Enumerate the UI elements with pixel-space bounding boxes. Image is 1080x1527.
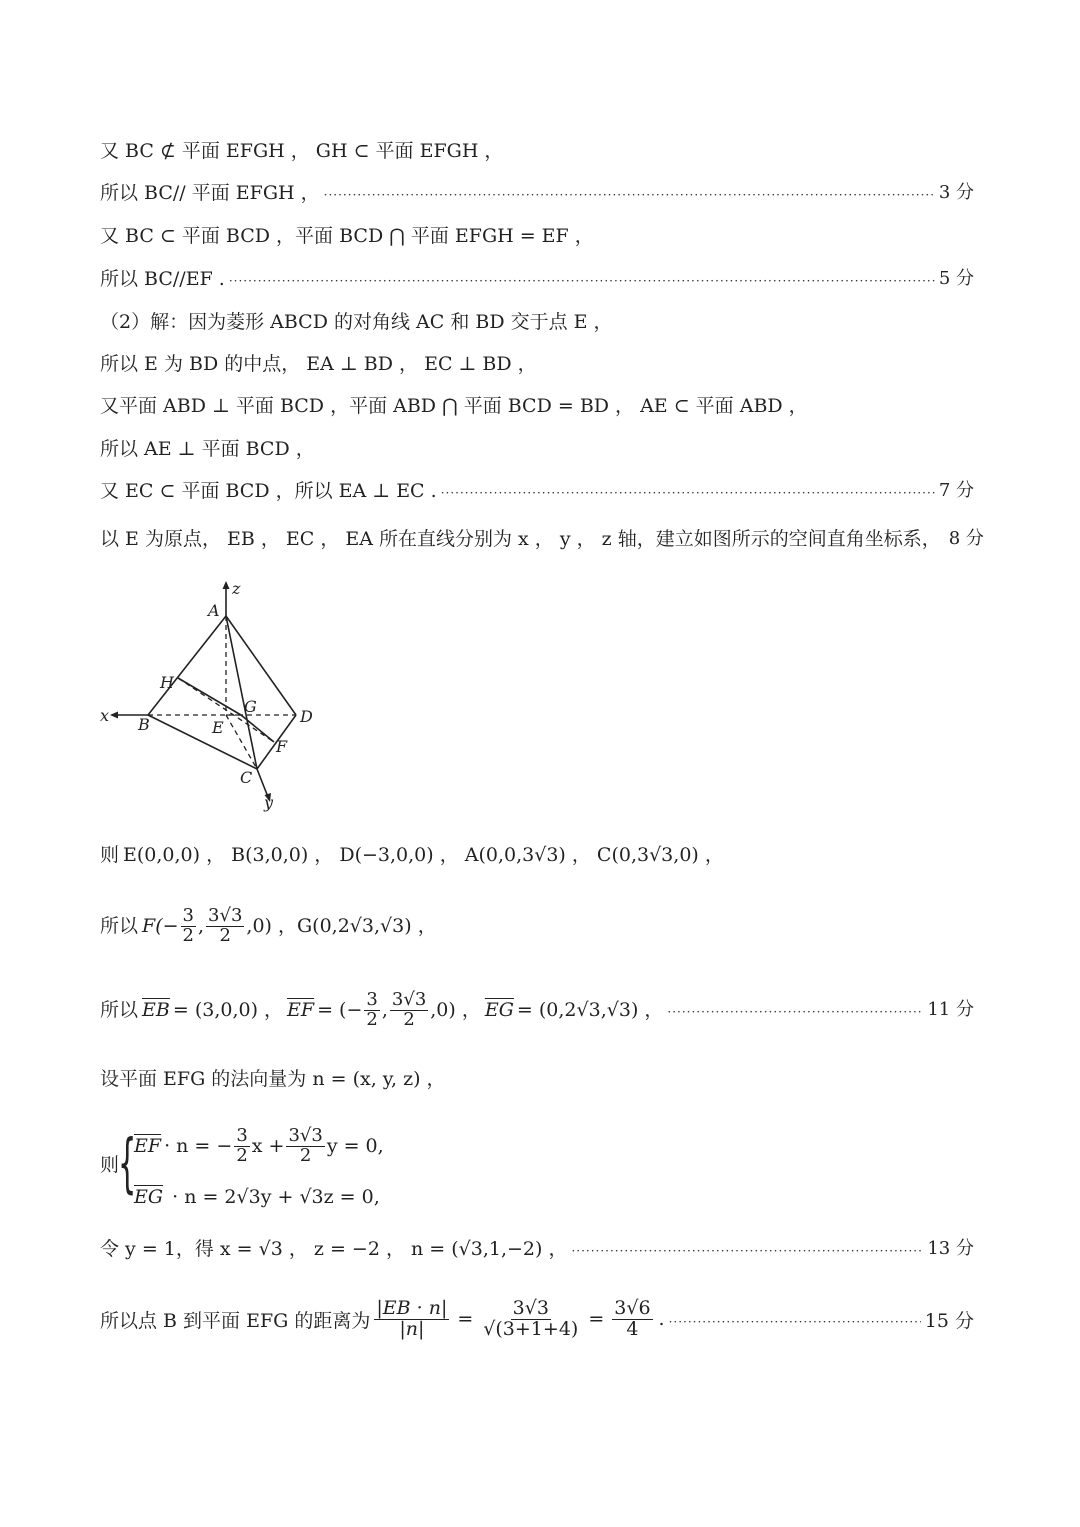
denominator: √(3+1+4) [483, 1317, 579, 1340]
line-text: 所以 BC// 平面 EFGH ， [100, 182, 320, 204]
line-text: 所以 BC//EF . [100, 268, 225, 290]
x-axis-arrow [110, 712, 118, 719]
label-h: H [160, 673, 174, 692]
vector-eg: $\overline{EG}$ [484, 999, 514, 1021]
text-line-5 [100, 305, 974, 339]
f-tail: ,0) ， [246, 915, 297, 937]
f-head: F(− [142, 915, 179, 937]
score-mark: 11 分 [927, 999, 974, 1020]
period: . [658, 1308, 665, 1330]
numerator: 3 [366, 988, 378, 1010]
vector-ef: $\overline{EF}$ [287, 999, 315, 1021]
denominator: 2 [299, 1144, 312, 1166]
score-mark: 5 分 [938, 268, 974, 289]
fg-prefix: 所以 [100, 915, 139, 937]
text-line-3 [100, 219, 974, 253]
score-mark: 15 分 [924, 1309, 974, 1332]
numerator: 3 [182, 904, 194, 926]
equals-sign: = [588, 1308, 605, 1330]
numerator: |EB · n| [376, 1296, 448, 1319]
vectors-prefix: 所以 [100, 999, 139, 1021]
distance-prefix: 所以点 B 到平面 EFG 的距离为 [100, 1309, 371, 1332]
fraction [374, 1296, 449, 1340]
leader-dots [669, 1309, 921, 1329]
label-g: G [244, 697, 257, 716]
label-x: x [100, 706, 110, 725]
z-axis-arrow [223, 581, 230, 589]
line-text: 又 EC ⊂ 平面 BCD ，所以 EA ⊥ EC . [100, 480, 437, 502]
fraction [481, 1296, 580, 1340]
left-brace-icon: { [118, 1127, 137, 1201]
denominator: 2 [219, 924, 231, 946]
distance-line [100, 1284, 974, 1354]
solve-text: 令 y = 1，得 x = √3 ， z = −2 ， n = (√3,1,−2) ， [100, 1238, 568, 1260]
denominator: 4 [626, 1317, 639, 1340]
text-line-2 [100, 176, 974, 210]
text-line-1 [100, 134, 974, 168]
segment-hf [178, 678, 274, 742]
denominator: 2 [182, 924, 194, 946]
leader-dots [667, 993, 923, 1027]
vector-ef-tail: ,0) ， [430, 999, 481, 1021]
line-text: 又 BC ⊄ 平面 EFGH ， GH ⊂ 平面 EFGH ， [100, 140, 504, 162]
score-mark: 13 分 [927, 1238, 974, 1259]
eq1-tail: y = 0, [326, 1135, 384, 1157]
line-text: 又 BC ⊂ 平面 BCD ，平面 BCD ⋂ 平面 EFGH = EF ， [100, 225, 594, 247]
g-coord: G(0,2√3,√3) ， [297, 915, 437, 937]
eq1-head: · n = − [164, 1135, 233, 1157]
label-c: C [240, 768, 253, 787]
text-line-8 [100, 432, 974, 466]
line-text: 所以 E 为 BD 的中点， EA ⊥ BD ， EC ⊥ BD ， [100, 353, 537, 375]
normal-line [100, 1062, 974, 1096]
fraction [234, 1124, 249, 1166]
numerator: 3√3 [512, 1296, 549, 1319]
vector-eg-value: = (0,2√3,√3) ， [516, 999, 664, 1021]
comma: , [197, 915, 205, 937]
numerator: 3√6 [614, 1296, 651, 1319]
denominator: 2 [236, 1144, 248, 1166]
label-y: y [264, 793, 274, 812]
fraction [206, 904, 244, 946]
normal-text: 设平面 EFG 的法向量为 n = (x, y, z) ， [100, 1068, 446, 1090]
equation-1 [134, 1120, 384, 1172]
leader-dots [571, 1232, 923, 1266]
numerator: 3√3 [208, 904, 243, 926]
label-d: D [300, 707, 313, 726]
numerator: 3√3 [391, 988, 427, 1010]
vector-eb-value: = (3,0,0) ， [172, 999, 284, 1021]
coords-text: E(0,0,0) ， B(3,0,0) ， D(−3,0,0) ， A(0,0,3√3) ， C(0,3√3,0) ， [123, 844, 724, 866]
tetrahedron-figure [96, 578, 336, 814]
edge-bc [148, 715, 257, 769]
denominator: |n| [399, 1317, 425, 1340]
label-f: F [276, 737, 288, 756]
line-text: 以 E 为原点， EB ， EC ， EA 所在直线分别为 x ， y ， z 轴，建立如图所示的空间直角坐标系， [100, 528, 941, 550]
label-e: E [212, 718, 224, 737]
denominator: 2 [366, 1008, 378, 1030]
score-mark: 8 分 [948, 528, 984, 549]
vector-eg: $\overline{EG}$ [134, 1186, 164, 1208]
label-b: B [138, 715, 150, 734]
eq2-tail: · n = 2√3y + √3z = 0, [172, 1186, 380, 1208]
denominator: 2 [403, 1008, 415, 1030]
equals-sign: = [457, 1308, 474, 1330]
score-mark: 7 分 [938, 480, 974, 501]
label-a: A [208, 601, 220, 620]
text-line-9 [100, 474, 974, 508]
comma: , [381, 999, 388, 1021]
fg-line [100, 900, 974, 952]
leader-dots [324, 176, 935, 210]
eq1-mid: x + [251, 1135, 285, 1157]
coords-prefix: 则 [100, 844, 120, 866]
text-line-10 [100, 522, 984, 556]
fraction [181, 904, 196, 946]
vectors-line [100, 984, 974, 1036]
leader-dots [229, 262, 935, 296]
system-prefix: 则 [100, 1154, 120, 1176]
text-line-7 [100, 389, 974, 423]
fraction [612, 1296, 652, 1340]
fraction [364, 988, 379, 1030]
label-z: z [232, 579, 241, 598]
score-mark: 3 分 [938, 182, 974, 203]
numerator: 3 [236, 1124, 248, 1146]
equation-system [100, 1116, 500, 1216]
vector-eb: $\overline{EB}$ [142, 999, 170, 1021]
fraction [390, 988, 428, 1030]
line-text: 所以 AE ⊥ 平面 BCD ， [100, 438, 315, 460]
coords-line [100, 838, 974, 872]
solve-line [100, 1232, 974, 1266]
line-text: （2）解：因为菱形 ABCD 的对角线 AC 和 BD 交于点 E ， [100, 311, 613, 333]
line-text: 又平面 ABD ⊥ 平面 BCD ，平面 ABD ⋂ 平面 BCD = BD ， AE ⊂ 平面 ABD ， [100, 395, 808, 417]
text-line-6 [100, 347, 974, 381]
fraction [286, 1124, 324, 1166]
text-line-4 [100, 262, 974, 296]
numerator: 3√3 [288, 1124, 323, 1146]
vector-ef: $\overline{EF}$ [134, 1135, 162, 1157]
equation-2 [134, 1180, 380, 1214]
leader-dots [441, 474, 935, 508]
vector-ef-head: = (− [317, 999, 363, 1021]
